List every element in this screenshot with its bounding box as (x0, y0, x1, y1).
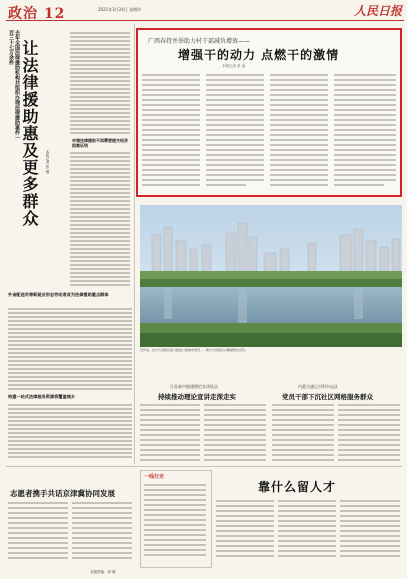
lead-story-kicker: 广西春持并举助力村干部减负增效—— (148, 38, 251, 45)
city-skyline-image (140, 205, 402, 347)
lower-right-title[interactable]: 党员干部下沉社区网格服务群众 (282, 393, 373, 401)
left-story-byline: 本报记者 张 璁 (46, 150, 50, 174)
page-header (6, 2, 404, 21)
lower-left-title[interactable]: 持续推动理论宣讲走深走实 (158, 393, 236, 401)
issue-date: 2021年3月24日 星期四 (98, 7, 142, 12)
lead-story-title[interactable]: 增强干的动力 点燃干的激情 (178, 48, 340, 62)
newspaper-logo: 人民日报 (353, 4, 402, 18)
left-story-deck: 去年全国法律援助机构共组织办理法律援助案件一百三十七万余件 (8, 30, 20, 140)
photo-caption: 近年来，四川天府新区着力推进公园城市建设……图为天府新区兴隆湖周边景色。 (140, 348, 249, 352)
bottom-right-title[interactable]: 靠什么留人才 (258, 480, 337, 494)
section-label: 政治 12 (8, 6, 66, 22)
city-lake-photo (140, 205, 402, 347)
left-story-sub1: 申请法律援助不再需要提交经济困难证明 (72, 138, 128, 148)
footer-credits: 本版责编：刘 璇 (90, 570, 116, 574)
lead-story-byline: 本报记者 张 枭 (222, 64, 246, 68)
column-divider (134, 24, 135, 464)
bottom-divider (6, 466, 402, 467)
lower-left-kicker: 江苏泰兴镇建理论宣讲队伍 (170, 384, 218, 389)
left-story-sub2: 外省配送员等新就业形态劳动者成为法律援助重点群体 (8, 292, 109, 297)
bottom-box-label: 一线行走 (144, 474, 165, 480)
left-story-sub3: 构建一站式法律服务资源将覆盖城乡 (8, 394, 76, 399)
bottom-left-title[interactable]: 志愿者携手共话京津冀协同发展 (10, 489, 115, 498)
left-story-headline: 让法律援助惠及更多群众 (20, 40, 39, 227)
lower-right-kicker: 内蒙古通辽市科尔沁区 (298, 384, 338, 389)
